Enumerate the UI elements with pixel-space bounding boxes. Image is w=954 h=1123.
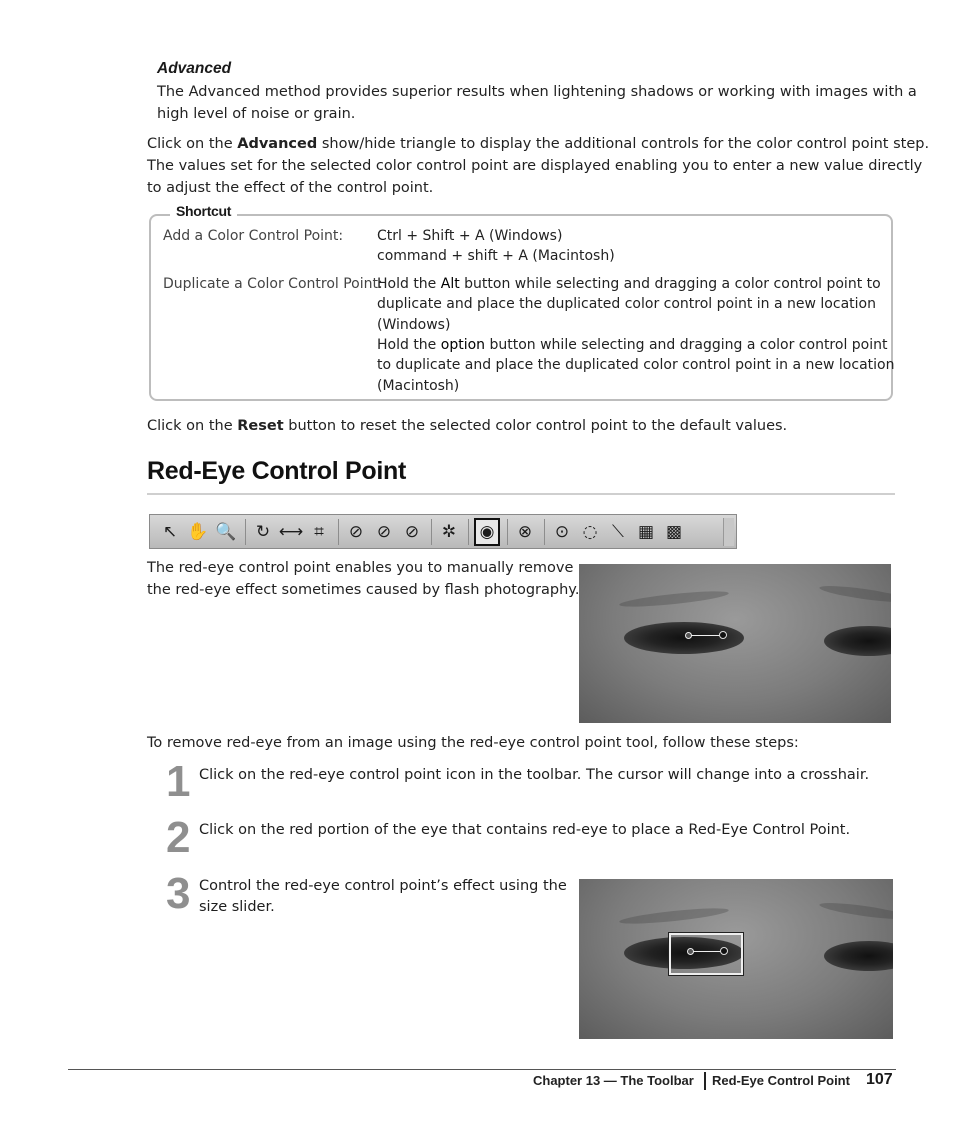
reset-instruction: Click on the Reset button to reset the selected color control point to the default values. [147,418,788,434]
step-number: 3 [166,869,191,918]
toolbar-separator [468,519,469,545]
toolbar-separator [338,519,339,545]
intro-line: The red-eye control point enables you to manually remove [147,560,574,576]
zoom-tool-icon[interactable]: 🔍 [215,521,237,542]
reset-term: Reset [237,418,284,434]
neutral-point-dropper-icon[interactable]: ⊘ [376,521,392,542]
red-eye-control-point-icon[interactable]: ◉ [474,518,500,546]
control-point-slider-line [689,635,723,636]
option-key: option [440,337,486,353]
advanced-instruction-line: The values set for the selected color control point are displayed enabling you to enter a new value directly [147,158,923,174]
control-point-center[interactable] [719,631,727,639]
direct-selection-arrow-icon[interactable]: ↖ [162,521,178,542]
eyebrow-left [619,905,729,926]
fill-remove-icon[interactable]: ▩ [665,521,683,542]
selection-control-point-icon[interactable]: ⊙ [554,521,570,542]
footer-section: Red-Eye Control Point [712,1073,850,1088]
eye-photo-with-control-point [579,564,891,723]
advanced-subheading: Advanced [157,60,232,77]
advanced-instruction-line: Click on the Advanced show/hide triangle to display the additional controls for the color control point step. [147,136,930,152]
footer-chapter: Chapter 13 — The Toolbar [533,1073,694,1088]
toolbar-separator [431,519,432,545]
toolbar-grip[interactable] [723,518,734,546]
rotate-tool-icon[interactable]: ↻ [255,521,271,542]
straighten-tool-icon[interactable]: ⟷ [278,521,304,542]
color-control-point-icon[interactable]: ⊗ [517,521,533,542]
advanced-term: Advanced [237,136,318,152]
heading-rule [147,493,895,495]
control-point-handle[interactable] [685,632,692,639]
shortcut-duplicate-label: Duplicate a Color Control Point: [163,276,383,292]
step-number: 1 [166,757,191,806]
step-number: 2 [166,813,191,862]
eyebrow-left [619,588,729,609]
shortcut-add-mac: command + shift + A (Macintosh) [377,248,615,264]
eye-photo-with-size-box [579,879,893,1039]
section-heading: Red-Eye Control Point [147,457,406,485]
footer-divider [704,1072,706,1090]
page-number: 107 [866,1071,893,1088]
selection-gradient-icon[interactable]: ▦ [637,521,655,542]
toolbar-separator [245,519,246,545]
eye-left [624,622,744,654]
shortcut-dup-windows-line: Hold the Alt button while selecting and dragging a color control point to [377,276,881,292]
shortcut-dup-mac-line: (Macintosh) [377,378,460,394]
shortcut-dup-windows-line: (Windows) [377,317,451,333]
toolbar-separator [507,519,508,545]
eye-right [824,941,893,971]
eye-right [824,626,891,656]
eyebrow-right [819,583,891,605]
red-eye-size-box[interactable] [669,933,743,975]
advanced-instruction-line: to adjust the effect of the control point. [147,180,434,196]
eyebrow-right [819,900,893,922]
shortcut-dup-mac-line: to duplicate and place the duplicated color control point in a new location [377,357,895,373]
hand-tool-icon[interactable]: ✋ [187,521,209,542]
shortcut-dup-windows-line: duplicate and place the duplicated color control point in a new location [377,296,876,312]
white-point-dropper-icon[interactable]: ⊘ [404,521,420,542]
steps-intro: To remove red-eye from an image using the red-eye control point tool, follow these steps: [147,735,799,751]
control-point-slider-line [691,951,723,952]
control-point-handle[interactable] [687,948,694,955]
footer-rule [68,1069,896,1070]
alt-key: Alt [440,276,460,292]
shortcut-dup-mac-line: Hold the option button while selecting and dragging a color control point [377,337,888,353]
shortcut-add-windows: Ctrl + Shift + A (Windows) [377,228,563,244]
intro-line: the red-eye effect sometimes caused by flash photography. [147,582,580,598]
step-text: Click on the red-eye control point icon in the toolbar. The cursor will change into a crosshair. [199,767,870,783]
black-point-dropper-icon[interactable]: ⊘ [348,521,364,542]
step-text: Control the red-eye control point’s effect using the [199,878,567,894]
advanced-desc-line: The Advanced method provides superior results when lightening shadows or working with images with a [157,84,917,100]
shortcut-title: Shortcut [170,203,237,219]
selection-brush-icon[interactable]: ⟍ [612,521,624,542]
step-text: Click on the red portion of the eye that contains red-eye to place a Red-Eye Control Point. [199,822,851,838]
advanced-desc-line: high level of noise or grain. [157,106,356,122]
toolbar-separator [544,519,545,545]
crop-tool-icon[interactable]: ⌗ [314,521,324,542]
control-point-center[interactable] [720,947,728,955]
toolbar [149,514,737,549]
auto-retouch-icon[interactable]: ✲ [441,521,457,542]
lasso-tool-icon[interactable]: ◌ [582,521,598,542]
shortcut-add-label: Add a Color Control Point: [163,228,344,244]
step-text: size slider. [199,899,275,915]
